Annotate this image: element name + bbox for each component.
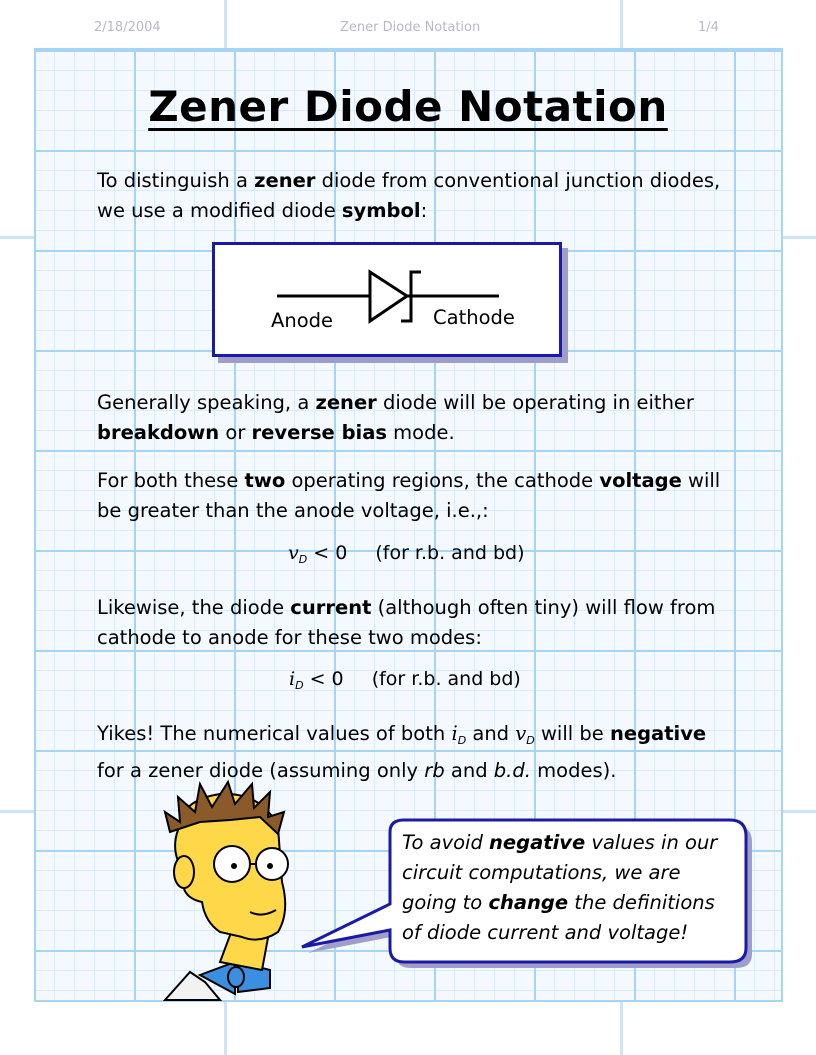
intro-paragraph: To distinguish a zener diode from conventional junction diodes, we use a modified diode symbol: [97,169,721,222]
header-title: Zener Diode Notation [340,20,481,35]
zener-diode-icon [215,245,559,354]
speech-bubble-text: To avoid negative values in our circuit computations, we are going to change the definitions of diode current and voltage! [402,831,718,944]
current-paragraph: Likewise, the diode current (although often tiny) will flow from cathode to anode for these two modes: [97,596,716,649]
header-page: 1/4 [698,20,719,35]
negative-values-paragraph: Yikes! The numerical values of both $i_D$ and $v_D$ will be negative for a zener diode (assuming only rb and b.d. modes). [97,722,707,782]
voltage-paragraph: For both these two operating regions, the cathode voltage will be greater than the anode voltage, i.e.,: [97,469,721,522]
page-title: Zener Diode Notation [148,82,668,131]
header-date: 2/18/2004 [94,20,161,35]
cathode-label: Cathode [433,306,515,329]
operating-mode-paragraph: Generally speaking, a zener diode will be operating in either breakdown or reverse bias mode. [97,391,694,444]
zener-symbol-box [212,242,562,357]
current-equation: $i_D < 0$ (for r.b. and bd) [289,668,521,692]
voltage-equation: $v_D < 0$ (for r.b. and bd) [288,542,525,566]
anode-label: Anode [271,309,334,332]
